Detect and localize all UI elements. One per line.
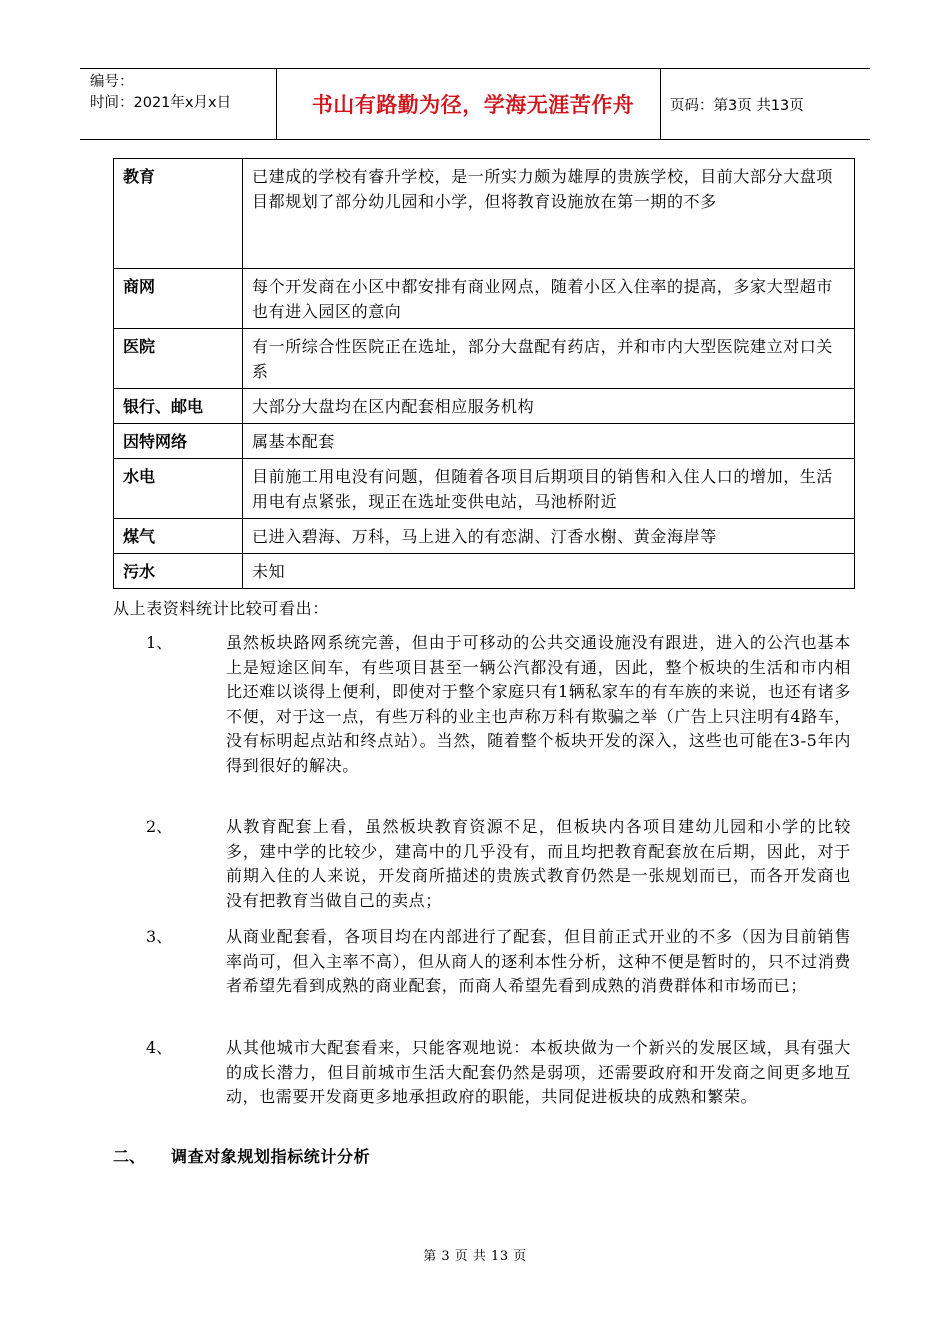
table-row xyxy=(114,389,855,424)
header-meta xyxy=(90,72,231,114)
item-number: 2、 xyxy=(146,817,173,836)
doc-number-label: 编号： xyxy=(90,74,134,90)
row-value: 已建成的学校有睿升学校，是一所实力颇为雄厚的贵族学校，目前大部分大盘项目都规划了部分幼儿园和小学，但将教育设施放在第一期的不多 xyxy=(243,159,855,269)
header-divider xyxy=(276,69,277,139)
item-text: 虽然板块路网系统完善，但由于可移动的公共交通设施没有跟进，进入的公汽也基本上是短途区间车，有些项目甚至一辆公汽都没有通，因此，整个板块的生活和市内相比还难以谈得上便利，即使对于整个家庭只有1辆私家车的有车族的来说，也还有诸多不便，对于这一点，有些万科的业主也声称万科有欺骗之举（广告上只注明有4路车，没有标明起点站和终点站）。当然，随着整个板块开发的深入，这些也可能在3-5年内得到很好的解决。 xyxy=(226,633,851,775)
row-key: 教育 xyxy=(114,159,243,269)
table-row xyxy=(114,554,855,589)
table-row xyxy=(114,459,855,519)
row-key: 煤气 xyxy=(114,519,243,554)
row-key: 医院 xyxy=(114,329,243,389)
row-value: 未知 xyxy=(243,554,855,589)
row-value: 有一所综合性医院正在选址，部分大盘配有药店，并和市内大型医院建立对口关系 xyxy=(243,329,855,389)
row-key: 因特网络 xyxy=(114,424,243,459)
header-motto: 书山有路勤为径，学海无涯苦作舟 xyxy=(311,93,635,117)
section-title: 调查对象规划指标统计分析 xyxy=(171,1147,371,1166)
table-row xyxy=(114,519,855,554)
header-divider xyxy=(660,69,661,139)
item-number: 1、 xyxy=(146,633,173,652)
table-row xyxy=(114,159,855,269)
page-footer: 第 3 页 共 13 页 xyxy=(423,1249,527,1264)
row-value: 目前施工用电没有问题，但随着各项目后期项目的销售和入住人口的增加，生活用电有点紧张，现正在选址变供电站，马池桥附近 xyxy=(243,459,855,519)
facilities-table xyxy=(113,158,855,589)
row-key: 商网 xyxy=(114,269,243,329)
item-text: 从商业配套看，各项目均在内部进行了配套，但目前正式开业的不多（因为目前销售率尚可，但入主率不高），但从商人的逐利本性分析，这种不便是暂时的，只不过消费者希望先看到成熟的商业配套，而商人希望先看到成熟的消费群体和市场而已； xyxy=(226,927,851,995)
row-key: 银行、邮电 xyxy=(114,389,243,424)
row-key: 水电 xyxy=(114,459,243,519)
item-text: 从其他城市大配套看来，只能客观地说：本板块做为一个新兴的发展区域，具有强大的成长潜力，但目前城市生活大配套仍然是弱项，还需要政府和开发商之间更多地互动，也需要开发商更多地承担政府的职能，共同促进板块的成熟和繁荣。 xyxy=(226,1038,851,1106)
row-value: 属基本配套 xyxy=(243,424,855,459)
item-text: 从教育配套上看，虽然板块教育资源不足，但板块内各项目建幼儿园和小学的比较多，建中学的比较少，建高中的几乎没有，而且均把教育配套放在后期，因此，对于前期入住的人来说，开发商所描述的贵族式教育仍然是一张规划而已，而各开发商也没有把教育当做自己的卖点； xyxy=(226,817,851,910)
item-number: 4、 xyxy=(146,1038,173,1057)
table-row xyxy=(114,329,855,389)
page-header xyxy=(80,68,870,140)
item-number: 3、 xyxy=(146,927,173,946)
row-key: 污水 xyxy=(114,554,243,589)
summary-text: 从上表资料统计比较可看出： xyxy=(113,599,329,618)
row-value: 已进入碧海、万科，马上进入的有恋湖、汀香水榭、黄金海岸等 xyxy=(243,519,855,554)
header-page-label: 页码：第3页 共13页 xyxy=(670,97,804,114)
table-row xyxy=(114,269,855,329)
section-number: 二、 xyxy=(113,1147,146,1166)
doc-time-label: 时间：2021年x月x日 xyxy=(90,95,232,111)
table-row xyxy=(114,424,855,459)
row-value: 每个开发商在小区中都安排有商业网点，随着小区入住率的提高，多家大型超市也有进入园区的意向 xyxy=(243,269,855,329)
row-value: 大部分大盘均在区内配套相应服务机构 xyxy=(243,389,855,424)
